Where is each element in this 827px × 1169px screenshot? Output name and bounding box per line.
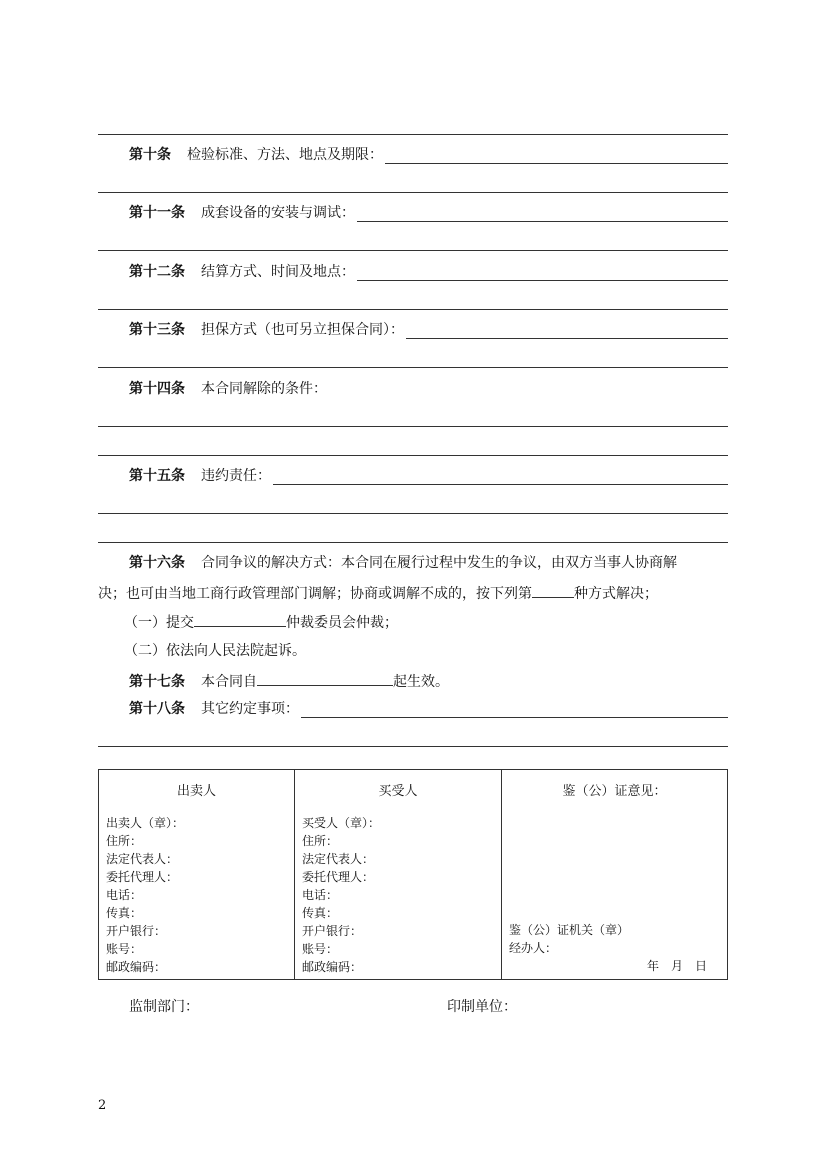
buyer-field[interactable]: 传真： <box>302 906 339 920</box>
fill-line[interactable] <box>357 205 728 222</box>
clause-number: 第十条 <box>129 147 171 163</box>
fill-line[interactable] <box>98 367 728 368</box>
fill-line[interactable] <box>98 455 728 456</box>
fill-line[interactable] <box>98 513 728 514</box>
clause-16-option1 <box>124 612 398 632</box>
clause-text: 起生效。 <box>393 674 449 690</box>
clause-text: 结算方式、时间及地点： <box>201 264 355 280</box>
buyer-field[interactable]: 委托代理人： <box>302 870 375 884</box>
notary-header: 鉴（公）证意见： <box>562 784 667 799</box>
clause-16-line1 <box>129 554 677 572</box>
buyer-field[interactable]: 开户银行： <box>302 924 363 938</box>
effective-date-blank[interactable] <box>257 671 393 686</box>
fill-line[interactable] <box>98 426 728 427</box>
divider <box>98 134 728 135</box>
buyer-field[interactable]: 买受人（章）： <box>302 816 381 830</box>
arbitration-blank[interactable] <box>194 612 286 627</box>
fill-line[interactable] <box>385 147 728 164</box>
clause-text: 决；也可由当地工商行政管理部门调解；协商或调解不成的，按下列第 <box>98 586 532 602</box>
clause-16-line2 <box>98 583 658 603</box>
buyer-field[interactable]: 法定代表人： <box>302 852 375 866</box>
clause-16-option2 <box>124 642 306 660</box>
notary-date[interactable]: 年 月 日 <box>646 959 707 973</box>
seller-column <box>99 770 295 979</box>
clause-11 <box>129 204 728 222</box>
seller-field[interactable]: 账号： <box>106 942 143 956</box>
seller-field[interactable]: 法定代表人： <box>106 852 179 866</box>
clause-text: 种方式解决； <box>574 586 658 602</box>
buyer-field[interactable]: 住所： <box>302 834 339 848</box>
seller-header: 出卖人 <box>176 784 216 799</box>
seller-field[interactable]: 传真： <box>106 906 143 920</box>
page-number: 2 <box>98 1098 107 1113</box>
clause-number: 第十一条 <box>129 205 185 221</box>
supervisor-label: 监制部门： <box>129 999 199 1015</box>
option-text: （二）依法向人民法院起诉。 <box>124 643 306 659</box>
buyer-column <box>295 770 502 979</box>
fill-line[interactable] <box>98 192 728 193</box>
clause-text: 担保方式（也可另立担保合同）： <box>201 322 404 338</box>
seller-field[interactable]: 邮政编码： <box>106 960 167 974</box>
option-text: （一）提交 <box>124 615 194 631</box>
clause-10 <box>129 146 728 164</box>
clause-text: 违约责任： <box>201 468 271 484</box>
fill-line[interactable] <box>273 468 728 485</box>
fill-line[interactable] <box>301 701 728 718</box>
clause-text: 本合同自 <box>201 674 257 690</box>
buyer-field[interactable]: 邮政编码： <box>302 960 363 974</box>
fill-line[interactable] <box>98 542 728 543</box>
signature-table <box>98 769 728 980</box>
notary-seal-field[interactable]: 鉴（公）证机关（章） <box>509 923 630 937</box>
buyer-field[interactable]: 电话： <box>302 888 339 902</box>
buyer-field[interactable]: 账号： <box>302 942 339 956</box>
seller-field[interactable]: 委托代理人： <box>106 870 179 884</box>
seller-field[interactable]: 出卖人（章）： <box>106 816 185 830</box>
notary-column <box>502 770 727 979</box>
seller-field[interactable]: 住所： <box>106 834 143 848</box>
clause-number: 第十三条 <box>129 322 185 338</box>
clause-18 <box>129 700 728 718</box>
choice-blank[interactable] <box>532 583 574 598</box>
seller-field[interactable]: 电话： <box>106 888 143 902</box>
buyer-fields <box>302 814 380 976</box>
clause-12 <box>129 263 728 281</box>
clause-number: 第十七条 <box>129 674 185 690</box>
fill-line[interactable] <box>406 322 728 339</box>
fill-line[interactable] <box>98 309 728 310</box>
clause-number: 第十二条 <box>129 264 185 280</box>
clause-text: 其它约定事项： <box>201 701 299 717</box>
clause-number: 第十八条 <box>129 701 185 717</box>
fill-line[interactable] <box>98 746 728 747</box>
clause-text: 合同争议的解决方式：本合同在履行过程中发生的争议，由双方当事人协商解 <box>201 555 677 571</box>
clause-13 <box>129 321 728 339</box>
clause-14 <box>129 380 728 398</box>
clause-15 <box>129 467 728 485</box>
clause-text: 检验标准、方法、地点及期限： <box>187 147 383 163</box>
fill-line[interactable] <box>357 264 728 281</box>
clause-number: 第十六条 <box>129 555 185 571</box>
option-text: 仲裁委员会仲裁； <box>286 615 398 631</box>
seller-field[interactable]: 开户银行： <box>106 924 167 938</box>
clause-17 <box>129 671 449 691</box>
fill-line[interactable] <box>98 250 728 251</box>
clause-number: 第十四条 <box>129 381 185 397</box>
clause-number: 第十五条 <box>129 468 185 484</box>
buyer-header: 买受人 <box>378 784 418 799</box>
notary-handler-field[interactable]: 经办人： <box>509 941 558 955</box>
seller-fields <box>106 814 184 976</box>
printer-label: 印制单位： <box>447 999 517 1015</box>
clause-text: 本合同解除的条件： <box>201 381 327 397</box>
clause-text: 成套设备的安装与调试： <box>201 205 355 221</box>
notary-fields <box>509 921 629 957</box>
